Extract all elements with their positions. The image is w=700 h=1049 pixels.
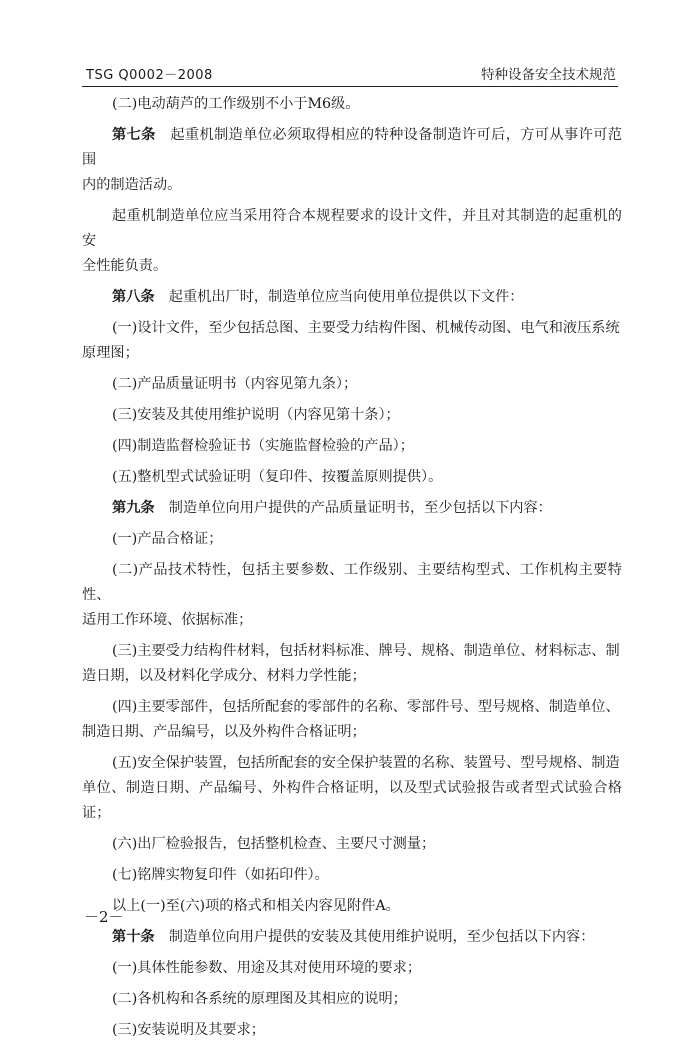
page-number: －2－ [84, 908, 124, 926]
paragraph [82, 956, 622, 981]
paragraph [82, 894, 622, 919]
paragraph-text: (一)设计文件，至少包括总图、主要受力结构件图、机械传动图、电气和液压系统 [112, 320, 620, 336]
paragraph [82, 316, 622, 341]
paragraph-continuation: 内的制造活动。 [82, 177, 182, 193]
paragraph [82, 403, 622, 428]
paragraph [82, 558, 622, 608]
paragraph-text: (五)安全保护装置，包括所配套的安全保护装置的名称、装置号、型号规格、制造 [112, 755, 620, 771]
paragraph-text: (六)出厂检验报告，包括整机检查、主要尺寸测量； [112, 836, 436, 852]
document-body [82, 92, 622, 1049]
paragraph-text: 起重机出厂时，制造单位应当向使用单位提供以下文件： [168, 289, 524, 305]
paragraph-text: (三)主要受力结构件材料，包括材料标准、牌号、规格、制造单位、材料标志、制 [112, 643, 620, 659]
paragraph-text: (五)整机型式试验证明（复印件、按覆盖原则提供）。 [112, 469, 443, 485]
paragraph-text: 制造单位向用户提供的产品质量证明书，至少包括以下内容： [168, 500, 552, 516]
paragraph-text: (一)产品合格证； [112, 531, 223, 547]
paragraph [82, 987, 622, 1012]
paragraph [82, 925, 622, 950]
paragraph-text: (四)主要零部件，包括所配套的零部件的名称、零部件号、型号规格、制造单位、 [112, 699, 620, 715]
paragraph-text: (二)电动葫芦的工作级别不小于M6级。 [112, 96, 360, 112]
paragraph-continuation: 全性能负责。 [82, 258, 168, 274]
paragraph-continuation: 制造日期、产品编号，以及外构件合格证明； [82, 724, 366, 740]
paragraph [82, 123, 622, 173]
paragraph [82, 204, 622, 254]
paragraph-text: 以上(一)至(六)项的格式和相关内容见附件A。 [112, 898, 400, 914]
paragraph [82, 695, 622, 720]
article-label: 第九条 [112, 500, 155, 516]
paragraph [82, 285, 622, 310]
standard-number: TSG Q0002－2008 [86, 68, 213, 83]
paragraph [82, 527, 622, 552]
paragraph-continuation: 适用工作环境、依据标准； [82, 612, 253, 628]
paragraph [82, 1018, 622, 1043]
article-label: 第七条 [112, 127, 156, 143]
paragraph-text: (二)产品技术特性，包括主要参数、工作级别、主要结构型式、工作机构主要特性、 [82, 562, 622, 603]
paragraph [82, 92, 622, 117]
paragraph-continuation: 造日期，以及材料化学成分、材料力学性能； [82, 668, 366, 684]
paragraph-text: 起重机制造单位必须取得相应的特种设备制造许可后，方可从事许可范围 [82, 127, 622, 168]
paragraph [82, 465, 622, 490]
article-label: 第八条 [112, 289, 155, 305]
paragraph-text: (七)铭牌实物复印件（如拓印件）。 [112, 867, 329, 883]
paragraph [82, 863, 622, 888]
paragraph [82, 751, 622, 776]
paragraph-continuation: 单位、制造日期、产品编号、外构件合格证明，以及型式试验报告或者型式试验合格证； [82, 780, 622, 821]
header-title: 特种设备安全技术规范 [481, 67, 616, 83]
paragraph-text: (三)安装说明及其要求； [112, 1022, 265, 1038]
paragraph-text: (二)各机构和各系统的原理图及其相应的说明； [112, 991, 407, 1007]
paragraph-text: 起重机制造单位应当采用符合本规程要求的设计文件，并且对其制造的起重机的安 [82, 208, 622, 249]
paragraph [82, 832, 622, 857]
paragraph-text: (三)安装及其使用维护说明（内容见第十条）； [112, 407, 400, 423]
paragraph-text: (二)产品质量证明书（内容见第九条）； [112, 376, 358, 392]
paragraph [82, 639, 622, 664]
paragraph-text: (四)制造监督检验证书（实施监督检验的产品）； [112, 438, 414, 454]
paragraph [82, 496, 622, 521]
page-header [82, 60, 618, 87]
paragraph [82, 434, 622, 459]
article-label: 第十条 [112, 929, 155, 945]
paragraph-text: (一)具体性能参数、用途及其对使用环境的要求； [112, 960, 422, 976]
paragraph-continuation: 原理图； [82, 345, 139, 361]
paragraph-text: 制造单位向用户提供的安装及其使用维护说明，至少包括以下内容： [168, 929, 595, 945]
paragraph [82, 372, 622, 397]
